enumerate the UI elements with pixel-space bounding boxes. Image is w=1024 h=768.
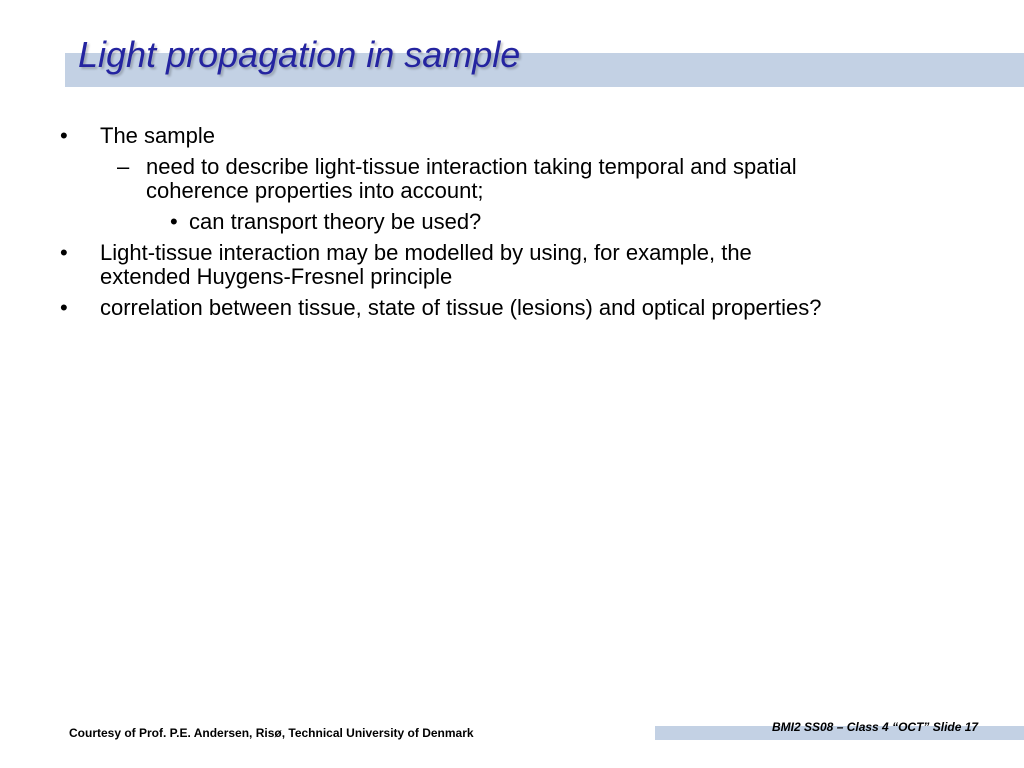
footer-credit: Courtesy of Prof. P.E. Andersen, Risø, Technical University of Denmark: [69, 726, 474, 740]
bullet-line: extended Huygens-Fresnel principle: [100, 264, 453, 289]
slide-title: Light propagation in sample: [78, 34, 521, 75]
footer-slide-info: BMI2 SS08 – Class 4 “OCT” Slide 17: [772, 720, 979, 734]
bullet-marker: •: [60, 295, 68, 320]
bullet-line: Light-tissue interaction may be modelled by using, for example, the: [100, 240, 752, 265]
bullet-text: The sample: [100, 123, 215, 148]
sub-bullet-line: need to describe light-tissue interaction taking temporal and spatial: [146, 154, 797, 179]
sub-sub-bullet-text: can transport theory be used?: [189, 209, 482, 234]
bullet-marker: •: [60, 240, 68, 265]
sub-bullet-marker: –: [117, 154, 130, 179]
bullet-text: correlation between tissue, state of tissue (lesions) and optical properties?: [100, 295, 822, 320]
sub-sub-bullet-marker: •: [170, 209, 178, 234]
sub-bullet-line: coherence properties into account;: [146, 178, 484, 203]
bullet-marker: •: [60, 123, 68, 148]
